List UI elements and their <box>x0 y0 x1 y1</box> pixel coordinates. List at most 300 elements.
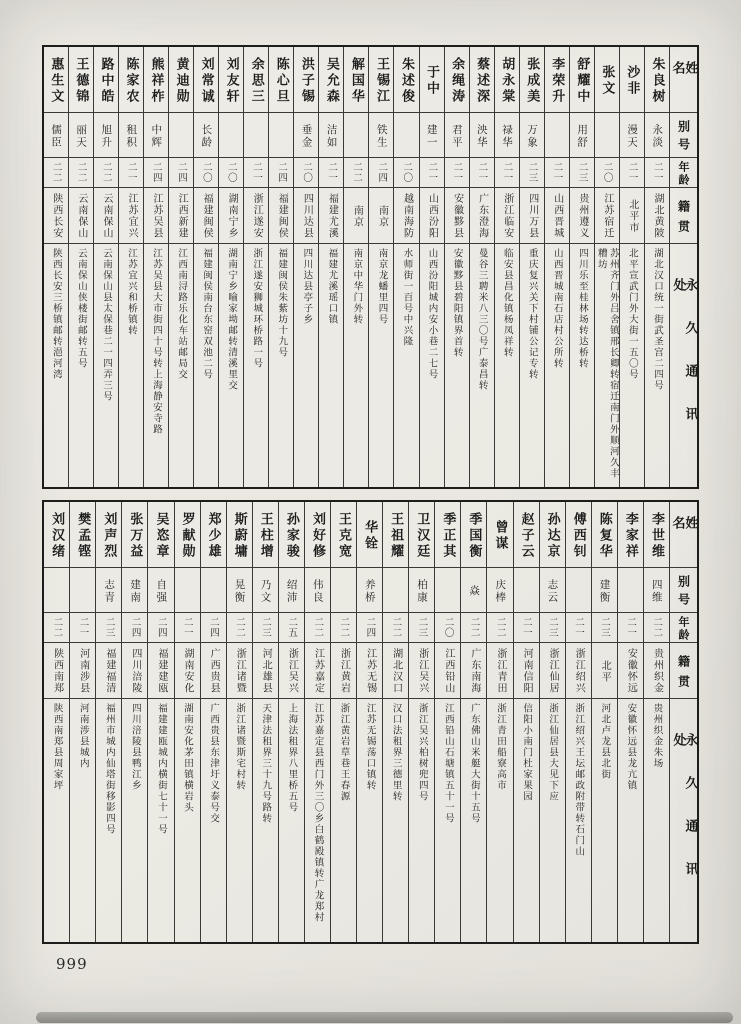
entry-age: 二二 <box>338 617 350 638</box>
entry-alias-cell <box>514 568 539 613</box>
entry-alias: 志云 <box>546 578 559 604</box>
entry-age-cell <box>409 613 434 643</box>
entry-name-cell <box>148 502 173 568</box>
entry-age-cell <box>344 158 368 188</box>
entry-column <box>69 47 94 487</box>
entry-address-cell <box>94 244 118 487</box>
entry-name: 孙家骏 <box>283 512 299 560</box>
entry-address: 云南保山侠楼街邮转五号 <box>75 248 87 369</box>
entry-origin: 广东南海 <box>468 648 480 694</box>
entry-origin-cell <box>409 643 434 699</box>
entry-name-cell <box>44 47 68 113</box>
entry-age: 二三 <box>416 617 428 638</box>
entry-column <box>119 47 144 487</box>
entry-address-cell <box>620 244 644 487</box>
entry-age: 二一 <box>520 617 532 638</box>
entry-age: 二二 <box>468 617 480 638</box>
entry-age-cell <box>253 613 278 643</box>
entry-age-cell <box>570 158 594 188</box>
entry-alias-cell <box>44 568 69 613</box>
entry-name-cell <box>570 47 594 113</box>
entry-name: 季国衡 <box>466 512 482 560</box>
entry-origin: 贵州织金 <box>651 648 663 694</box>
entry-alias-cell <box>69 113 93 158</box>
entry-address: 浙江仙居县大见下应 <box>547 703 559 802</box>
entry-age-cell <box>70 613 95 643</box>
entry-origin: 江苏吴县 <box>151 193 163 239</box>
entry-column <box>70 502 96 942</box>
entry-column <box>244 47 269 487</box>
entry-address-cell <box>514 699 539 942</box>
entry-column <box>420 47 445 487</box>
entry-age-cell <box>487 613 512 643</box>
entry-name-cell <box>244 47 268 113</box>
entry-alias-cell <box>445 113 469 158</box>
entry-alias-cell <box>487 568 512 613</box>
entry-name: 于中 <box>424 65 440 97</box>
entry-age: 二二 <box>233 617 245 638</box>
entry-name: 华铨 <box>362 520 378 552</box>
entry-age: 二三 <box>546 617 558 638</box>
entry-age-cell <box>201 613 226 643</box>
entry-alias-cell <box>495 113 519 158</box>
entry-age: 二三 <box>599 617 611 638</box>
column-header-address <box>670 244 697 487</box>
entry-address-cell <box>357 699 382 942</box>
entry-age: 二〇 <box>442 617 454 638</box>
column-header-alias <box>670 568 697 613</box>
entry-address: 福建建瓯城内横街七十一号 <box>155 703 167 835</box>
entry-name-cell <box>520 47 544 113</box>
entry-age-cell <box>148 613 173 643</box>
entry-age-cell <box>269 158 293 188</box>
entry-age-cell <box>194 158 218 188</box>
entry-origin: 福建闽侯 <box>276 193 288 239</box>
entry-age-cell <box>645 158 669 188</box>
entry-origin-cell <box>294 188 318 244</box>
entry-name-cell <box>253 502 278 568</box>
entry-address-cell <box>540 699 565 942</box>
entry-name-cell <box>279 502 304 568</box>
entry-alias-cell <box>394 113 418 158</box>
entry-alias-cell <box>175 568 200 613</box>
entry-name-cell <box>44 502 69 568</box>
entry-origin-cell <box>620 188 644 244</box>
entry-address-cell <box>96 699 121 942</box>
entry-name-cell <box>618 502 643 568</box>
entry-name-cell <box>175 502 200 568</box>
entry-age: 二〇 <box>301 162 313 183</box>
entry-address-cell <box>219 244 243 487</box>
entry-origin-cell <box>227 643 252 699</box>
entry-origin-cell <box>44 188 68 244</box>
entry-name: 刘常诚 <box>198 57 214 105</box>
entry-name-cell <box>357 502 382 568</box>
entry-name-cell <box>94 47 118 113</box>
entry-age-cell <box>319 158 343 188</box>
entry-alias-cell <box>369 113 393 158</box>
entry-origin-cell <box>279 643 304 699</box>
entry-origin: 北平市 <box>626 198 638 234</box>
entry-alias: 儒臣 <box>50 123 63 149</box>
column-header-address-label: 永久通讯处 <box>670 278 697 450</box>
entry-age: 二一 <box>77 617 89 638</box>
entry-alias-cell <box>644 568 669 613</box>
entry-name-cell <box>644 502 669 568</box>
entry-alias: 万象 <box>525 123 538 149</box>
entry-column <box>514 502 540 942</box>
entry-alias-cell <box>253 568 278 613</box>
entry-alias: 建南 <box>129 578 142 604</box>
entry-age-cell <box>175 613 200 643</box>
entry-name: 舒耀中 <box>574 57 590 105</box>
entry-origin-cell <box>319 188 343 244</box>
entry-origin: 河北雄县 <box>260 648 272 694</box>
entry-address-cell <box>44 699 69 942</box>
column-header-name <box>670 502 697 568</box>
entry-alias: 建一 <box>425 123 438 149</box>
entry-age-cell <box>305 613 330 643</box>
entry-age: 二四 <box>155 617 167 638</box>
entry-name-cell <box>269 47 293 113</box>
entry-name-cell <box>461 502 486 568</box>
entry-origin: 江西铅山 <box>442 648 454 694</box>
entry-column <box>520 47 545 487</box>
entry-name: 惠生文 <box>48 57 64 105</box>
entry-origin-cell <box>514 643 539 699</box>
entry-name: 余绳涛 <box>449 57 465 105</box>
entry-address: 重庆复兴关下村铺公记专转 <box>526 248 538 380</box>
entry-name-cell <box>69 47 93 113</box>
entry-column <box>344 47 369 487</box>
entry-age-cell <box>461 613 486 643</box>
entry-name: 陈家农 <box>123 57 139 105</box>
entry-name-cell <box>194 47 218 113</box>
entry-name: 孙达京 <box>544 512 560 560</box>
entry-name-cell <box>545 47 569 113</box>
entry-origin-cell <box>461 643 486 699</box>
entry-alias-cell <box>96 568 121 613</box>
entry-address: 福州市城内仙塔街移影四号 <box>103 703 115 835</box>
entry-alias: 用舒 <box>576 123 589 149</box>
entry-address: 江西南浔路乐化车站邮局交 <box>176 248 188 380</box>
entry-alias: 君平 <box>450 123 463 149</box>
entry-address-cell <box>279 699 304 942</box>
entry-name: 赵子云 <box>518 512 534 560</box>
entry-address: 广东佛山米艇大街十五号 <box>468 703 480 824</box>
entry-age: 二二 <box>100 162 112 183</box>
entry-name-cell <box>435 502 460 568</box>
entry-column <box>219 47 244 487</box>
entry-origin: 四川万县 <box>526 193 538 239</box>
entry-address-cell <box>122 699 147 942</box>
entry-name-cell <box>487 502 512 568</box>
entry-address: 福建闽侯南台东窑双池二号 <box>201 248 213 380</box>
entry-age: 二四 <box>207 617 219 638</box>
entry-address: 四川乐至桂林场转达桥转 <box>576 248 588 369</box>
entry-address-cell <box>175 699 200 942</box>
entry-age: 二一 <box>326 162 338 183</box>
entry-alias-cell <box>435 568 460 613</box>
entry-age: 二一 <box>501 162 513 183</box>
entry-alias: 乃文 <box>259 578 272 604</box>
entry-name-cell <box>96 502 121 568</box>
entry-name-cell <box>219 47 243 113</box>
entry-age-cell <box>566 613 591 643</box>
entry-column <box>570 47 595 487</box>
entry-age-cell <box>592 613 617 643</box>
entry-address-cell <box>570 244 594 487</box>
entry-origin: 云南保山 <box>75 193 87 239</box>
entry-alias-cell <box>420 113 444 158</box>
entry-age-cell <box>495 158 519 188</box>
entry-age-cell <box>369 158 393 188</box>
entry-age: 二二 <box>351 162 363 183</box>
entry-origin: 湖北汉口 <box>390 648 402 694</box>
entry-alias: 养桥 <box>363 578 376 604</box>
entry-address: 四川达县亭子乡 <box>301 248 313 325</box>
entry-column <box>644 502 670 942</box>
entry-address: 山西汾阳城内安小巷二七号 <box>426 248 438 380</box>
entry-column <box>540 502 566 942</box>
entry-name: 张成美 <box>524 57 540 105</box>
column-header-age <box>670 613 697 643</box>
entry-age: 二一 <box>651 162 663 183</box>
entry-column <box>294 47 319 487</box>
entry-origin-cell <box>383 643 408 699</box>
table-header-column <box>670 502 697 942</box>
entry-age: 二一 <box>250 162 262 183</box>
entry-name-cell <box>394 47 418 113</box>
entry-origin: 安徽怀远 <box>625 648 637 694</box>
entry-age: 二四 <box>364 617 376 638</box>
entry-address: 临安县昌化镇杨凤祥转 <box>501 248 513 358</box>
entry-name: 吴允森 <box>323 57 339 105</box>
entry-column <box>122 502 148 942</box>
column-header-origin-label: 籍贯 <box>676 654 691 695</box>
entry-origin: 湖南安化 <box>182 648 194 694</box>
entry-alias-cell <box>94 113 118 158</box>
column-header-alias-label: 别号 <box>676 120 691 156</box>
entry-address-cell <box>244 244 268 487</box>
entry-column <box>487 502 513 942</box>
entry-address: 浙江青田船寮高市 <box>494 703 506 791</box>
entry-name: 王柱增 <box>257 512 273 560</box>
entry-address-cell <box>461 699 486 942</box>
entry-origin: 江苏无锡 <box>364 648 376 694</box>
entry-age-cell <box>94 158 118 188</box>
entry-column <box>592 502 618 942</box>
entry-column <box>394 47 419 487</box>
entry-age: 二三 <box>260 617 272 638</box>
column-header-address-label: 永久通讯处 <box>670 733 697 905</box>
entry-name-cell <box>331 502 356 568</box>
entry-age: 二二 <box>390 617 402 638</box>
entry-column <box>253 502 279 942</box>
entry-origin-cell <box>194 188 218 244</box>
entry-alias: 丽天 <box>75 123 88 149</box>
entry-column <box>169 47 194 487</box>
column-header-origin <box>670 643 697 699</box>
entry-name-cell <box>592 502 617 568</box>
entry-age-cell <box>144 158 168 188</box>
entry-address: 水师街一百号中兴隆 <box>401 248 413 347</box>
entry-age: 二〇 <box>601 162 613 183</box>
entry-origin: 江苏宿迁 <box>601 193 613 239</box>
entry-column <box>331 502 357 942</box>
column-header-name-label: 姓名 <box>670 516 697 543</box>
entry-age: 二三 <box>103 617 115 638</box>
entry-origin-cell <box>175 643 200 699</box>
entry-alias-cell <box>269 113 293 158</box>
entry-origin: 浙江吴兴 <box>286 648 298 694</box>
entry-alias: 洁如 <box>325 123 338 149</box>
column-header-address <box>670 699 697 942</box>
entry-column <box>269 47 294 487</box>
entry-name: 解国华 <box>348 57 364 105</box>
column-header-age-label: 年龄 <box>677 160 690 187</box>
entry-origin: 山西晋城 <box>551 193 563 239</box>
entry-address: 湖南安化茅田镇横岩头 <box>182 703 194 813</box>
entry-column <box>279 502 305 942</box>
entry-name-cell <box>514 502 539 568</box>
entry-origin: 福建尤溪 <box>326 193 338 239</box>
entry-address-cell <box>344 244 368 487</box>
entry-alias-cell <box>331 568 356 613</box>
entry-name: 刘声烈 <box>101 512 117 560</box>
entry-origin: 河南涉县 <box>77 648 89 694</box>
entry-origin-cell <box>420 188 444 244</box>
entry-address-cell <box>305 699 330 942</box>
entry-address: 浙江黄岩草巷王春源 <box>338 703 350 802</box>
entry-name: 陈心旦 <box>273 57 289 105</box>
entry-origin: 陕西南郑 <box>51 648 63 694</box>
entry-name-cell <box>227 502 252 568</box>
entry-name: 傅西钊 <box>570 512 586 560</box>
entry-origin-cell <box>96 643 121 699</box>
entry-address: 曼谷三聘米八三〇号广泰昌转 <box>476 248 488 391</box>
entry-column <box>319 47 344 487</box>
entry-name-cell <box>344 47 368 113</box>
entry-age: 二四 <box>175 162 187 183</box>
entry-address: 河北卢龙县北街 <box>599 703 611 780</box>
entry-age-cell <box>540 613 565 643</box>
entry-name: 黄迪勋 <box>173 57 189 105</box>
entry-address: 四川涪陵县鸭江乡 <box>129 703 141 791</box>
entry-name-cell <box>645 47 669 113</box>
entry-name: 郑少雄 <box>205 512 221 560</box>
entry-origin-cell <box>219 188 243 244</box>
directory-table-top <box>42 45 699 489</box>
entry-origin: 湖南宁乡 <box>226 193 238 239</box>
entry-age-cell <box>227 613 252 643</box>
entry-address: 陕西南郑县周家坪 <box>51 703 63 791</box>
entry-alias-cell <box>520 113 544 158</box>
entry-origin-cell <box>592 643 617 699</box>
entry-alias: 漫天 <box>626 123 639 149</box>
entry-origin-cell <box>253 643 278 699</box>
entry-age-cell <box>294 158 318 188</box>
entry-age-cell <box>520 158 544 188</box>
entry-column <box>645 47 670 487</box>
entry-column <box>144 47 169 487</box>
entry-address: 浙江绍兴王坛邮政附带转石门山 <box>573 703 585 857</box>
entry-origin-cell <box>69 188 93 244</box>
entry-address: 广西贵县东津圩义泰号交 <box>208 703 220 824</box>
entry-address-cell <box>227 699 252 942</box>
entry-address-cell <box>253 699 278 942</box>
entry-origin: 浙江临安 <box>501 193 513 239</box>
entry-alias-cell <box>570 113 594 158</box>
entry-origin: 南京 <box>351 204 363 228</box>
entry-origin: 广西贵县 <box>208 648 220 694</box>
entry-address-cell <box>201 699 226 942</box>
entry-origin-cell <box>169 188 193 244</box>
entry-age-cell <box>383 613 408 643</box>
entry-column <box>227 502 253 942</box>
entry-age: 二二 <box>50 162 62 183</box>
entry-age: 二二 <box>75 162 87 183</box>
entry-name-cell <box>620 47 644 113</box>
entry-alias: 建衡 <box>598 578 611 604</box>
entry-address: 北平宣武门外大街一五〇号 <box>626 248 638 380</box>
entry-origin: 浙江诸暨 <box>234 648 246 694</box>
table-header-column <box>670 47 697 487</box>
entry-alias-cell <box>294 113 318 158</box>
entry-column <box>201 502 227 942</box>
entry-column <box>545 47 570 487</box>
entry-address: 湖南宁乡喻家坳邮转清溪里交 <box>226 248 238 391</box>
entry-alias-cell <box>595 113 619 158</box>
entry-address-cell <box>595 244 619 487</box>
entry-origin-cell <box>269 188 293 244</box>
entry-name: 刘友轩 <box>223 57 239 105</box>
entry-address-cell <box>319 244 343 487</box>
entry-address-cell <box>269 244 293 487</box>
entry-name: 刘好修 <box>309 512 325 560</box>
entry-alias-cell <box>44 113 68 158</box>
entry-name-cell <box>420 47 444 113</box>
entry-alias-cell <box>144 113 168 158</box>
entry-name: 朱述俊 <box>399 57 414 105</box>
entry-address-cell <box>383 699 408 942</box>
entry-origin: 安徽黟县 <box>451 193 463 239</box>
entry-origin: 北平 <box>599 659 611 683</box>
entry-age: 二〇 <box>225 162 237 183</box>
entry-alias-cell <box>470 113 494 158</box>
entry-origin: 江苏嘉定 <box>312 648 324 694</box>
column-header-name-label: 姓名 <box>670 61 697 88</box>
entry-origin-cell <box>566 643 591 699</box>
entry-alias: 垂金 <box>300 123 313 149</box>
entry-column <box>620 47 645 487</box>
entry-alias-cell <box>540 568 565 613</box>
entry-name: 路中皓 <box>98 57 114 105</box>
entry-origin: 四川涪陵 <box>129 648 141 694</box>
entry-origin-cell <box>618 643 643 699</box>
entry-alias: 伟良 <box>311 578 324 604</box>
entry-address-cell <box>69 244 93 487</box>
entry-age: 二一 <box>476 162 488 183</box>
entry-address-cell <box>520 244 544 487</box>
entry-name: 樊孟铿 <box>75 512 91 560</box>
entry-origin-cell <box>357 643 382 699</box>
entry-age-cell <box>420 158 444 188</box>
entry-origin: 越南海防 <box>401 193 413 239</box>
entry-column <box>96 502 122 942</box>
entry-name: 熊祥柞 <box>148 57 164 105</box>
entry-origin-cell <box>570 188 594 244</box>
